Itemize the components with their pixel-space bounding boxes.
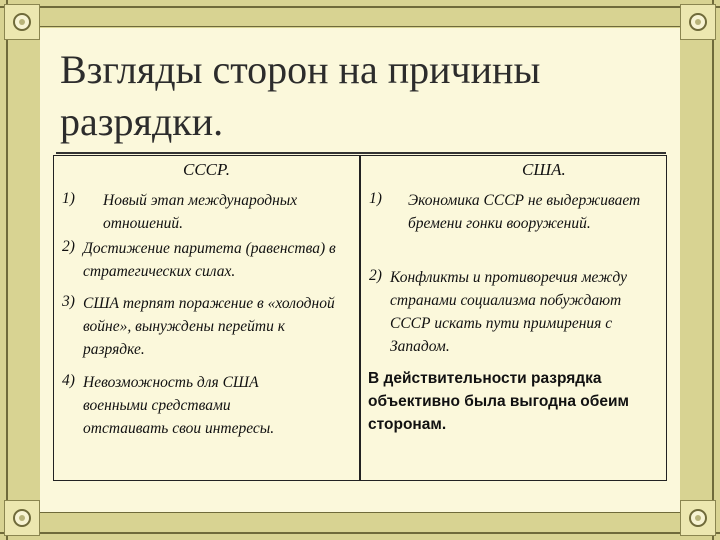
- ring-icon: [689, 509, 707, 527]
- ussr-item-3: США терпят поражение в «холодной войне», вынуждены перейти к разрядке.: [83, 295, 335, 358]
- frame-left-line: [6, 0, 8, 540]
- frame-right-line: [712, 0, 714, 540]
- usa-item-1: Экономика СССР не выдерживает бремени гонки вооружений.: [408, 192, 641, 232]
- title-underline: [56, 152, 666, 154]
- frame-inner-top: [40, 26, 680, 27]
- ring-icon: [689, 13, 707, 31]
- usa-item-2-marker: 2): [369, 267, 382, 284]
- slide-title: Взгляды сторон на причины разрядки.: [60, 47, 541, 144]
- frame-top-line: [0, 6, 720, 8]
- frame-bottom-line: [0, 532, 720, 534]
- ussr-column-header: СССР.: [183, 160, 230, 179]
- column-divider: [359, 155, 361, 481]
- corner-ornament-top-left: [4, 4, 40, 40]
- frame-inner-bottom: [40, 512, 680, 513]
- usa-column-header: США.: [522, 160, 566, 179]
- ussr-item-2: Достижение паритета (равенства) в стратегических силах.: [83, 240, 336, 280]
- ussr-item-1: Новый этап международных отношений.: [103, 192, 298, 232]
- ussr-item-2-marker: 2): [62, 238, 75, 255]
- ussr-item-4-marker: 4): [62, 372, 75, 389]
- ring-icon: [13, 509, 31, 527]
- ussr-item-4: Невозможность для США военными средствами отстаивать свои интересы.: [83, 374, 275, 437]
- corner-ornament-bottom-right: [680, 500, 716, 536]
- corner-ornament-top-right: [680, 4, 716, 40]
- ussr-item-3-marker: 3): [62, 293, 75, 310]
- usa-item-1-marker: 1): [369, 190, 382, 207]
- usa-item-2: Конфликты и противоречия между странами социализма побуждают СССР искать пути примирения с Западом.: [390, 269, 627, 355]
- ring-icon: [13, 13, 31, 31]
- corner-ornament-bottom-left: [4, 500, 40, 536]
- ussr-item-1-marker: 1): [62, 190, 75, 207]
- conclusion-text: В действительности разрядка объективно была выгодна обеим сторонам.: [368, 370, 629, 433]
